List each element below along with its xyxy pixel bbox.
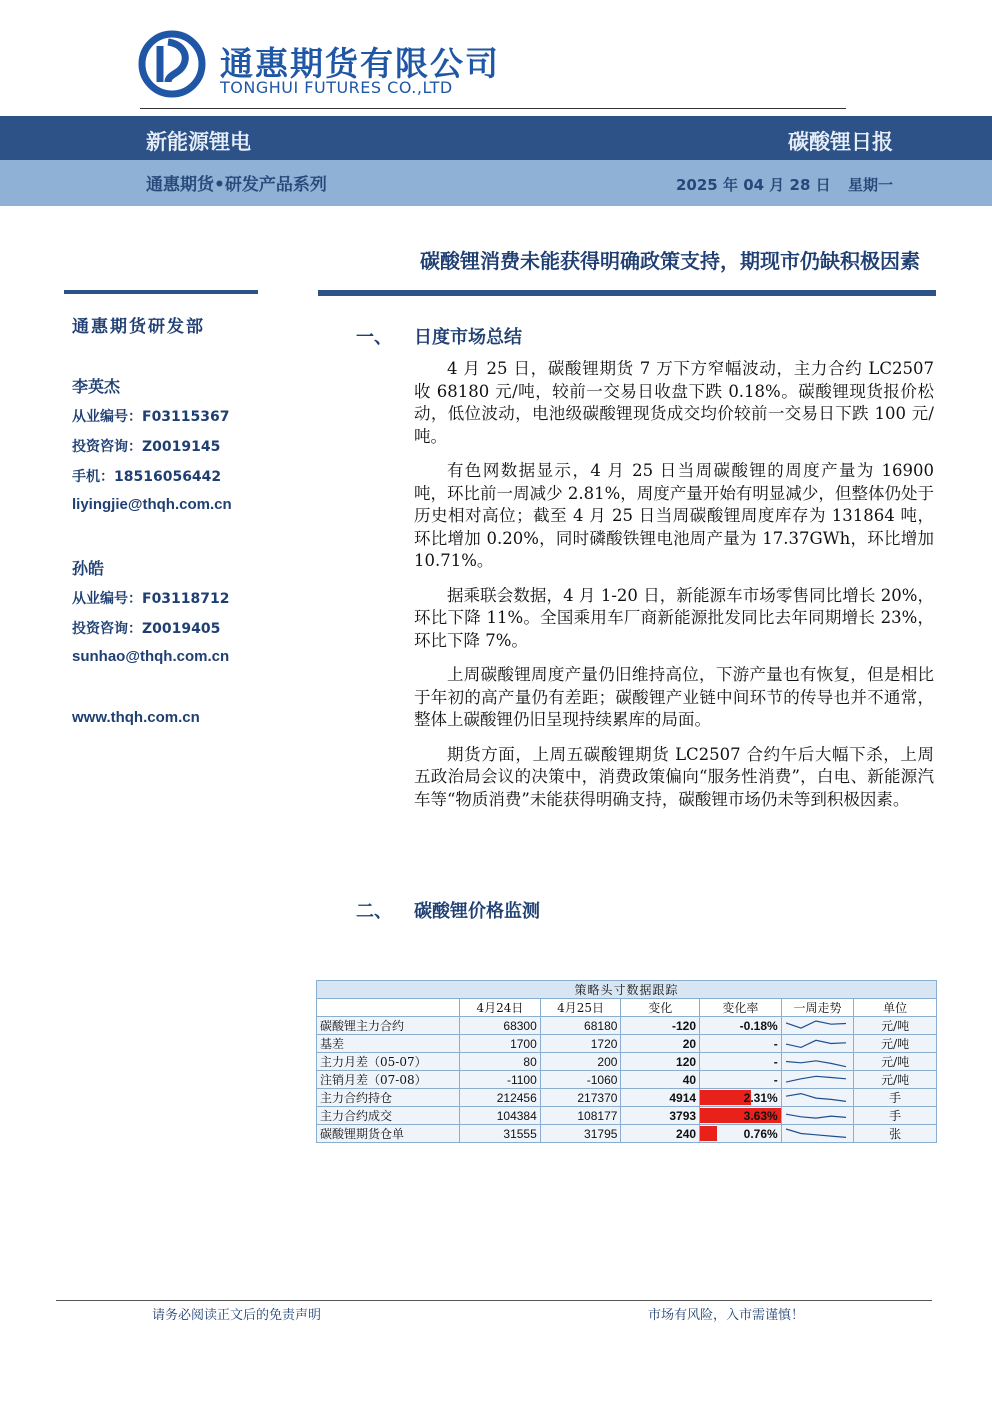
cell-change: 20: [621, 1035, 700, 1053]
cell-change: 120: [621, 1053, 700, 1071]
row-label: 碳酸锂期货仓单: [317, 1125, 460, 1143]
cell-value-apr24: 1700: [460, 1035, 541, 1053]
risk-warning: 市场有风险，入市需谨慎！: [648, 1308, 805, 1323]
weekly-trend-sparkline: [781, 1017, 854, 1035]
weekly-trend-sparkline: [781, 1107, 854, 1125]
cell-unit: 元/吨: [854, 1035, 937, 1053]
column-header: 4月24日: [460, 999, 541, 1017]
analyst-name: 孙皓: [72, 559, 105, 578]
cell-change: 40: [621, 1071, 700, 1089]
rate-text: 3.63%: [743, 1108, 778, 1123]
table-row: [317, 1035, 937, 1053]
cell-change-rate: [700, 1035, 782, 1053]
cell-value-apr25: 217370: [540, 1089, 621, 1107]
report-weekday: 星期一: [848, 176, 894, 194]
cell-change: 240: [621, 1125, 700, 1143]
cell-value-apr25: 108177: [540, 1107, 621, 1125]
cell-change-rate: [700, 1017, 782, 1035]
table-row: [317, 1125, 937, 1143]
row-label: 主力合约持仓: [317, 1089, 460, 1107]
cell-unit: 元/吨: [854, 1071, 937, 1089]
weekly-trend-sparkline: [781, 1125, 854, 1143]
sector-label: 新能源锂电: [146, 130, 251, 154]
cell-unit: 手: [854, 1089, 937, 1107]
analyst-email[interactable]: liyingjie@thqh.com.cn: [72, 496, 232, 513]
cell-value-apr25: 1720: [540, 1035, 621, 1053]
column-header: 变化: [621, 999, 700, 1017]
cell-change-rate: [700, 1107, 782, 1125]
sparkline-line: [786, 1040, 846, 1047]
paragraph: 上周碳酸锂周度产量仍旧维持高位，下游产量也有恢复，但是相比于年初的高产量仍有差距；碳酸锂产业链中间环节的传导也并不通常，整体上碳酸锂仍旧呈现持续累库的局面。: [414, 665, 934, 729]
section-title: 碳酸锂价格监测: [414, 901, 540, 922]
column-header: [317, 999, 460, 1017]
sidebar-rule: [64, 290, 258, 294]
header-divider: [140, 108, 846, 109]
section-title: 日度市场总结: [414, 327, 522, 348]
cell-value-apr24: 80: [460, 1053, 541, 1071]
rate-text: -0.18%: [739, 1018, 778, 1033]
column-header: 变化率: [700, 999, 782, 1017]
rate-text: -: [773, 1036, 778, 1051]
cell-unit: 张: [854, 1125, 937, 1143]
analyst-phone: 手机：18516056442: [72, 469, 222, 485]
sparkline-chart: [782, 1071, 850, 1088]
analyst-license: 从业编号：F03118712: [72, 591, 230, 607]
cell-value-apr25: -1060: [540, 1071, 621, 1089]
row-label: 主力合约成交: [317, 1107, 460, 1125]
sparkline-line: [786, 1094, 846, 1102]
company-name-en: TONGHUI FUTURES CO.,LTD: [220, 78, 453, 97]
table-row: [317, 1053, 937, 1071]
weekly-trend-sparkline: [781, 1035, 854, 1053]
table-row: [317, 1107, 937, 1125]
analyst-name: 李英杰: [72, 377, 121, 396]
rate-text: 2.31%: [743, 1090, 778, 1105]
sparkline-line: [786, 1061, 846, 1067]
cell-change-rate: [700, 1053, 782, 1071]
research-dept-title: 通惠期货研发部: [72, 317, 205, 337]
sparkline-line: [786, 1021, 846, 1028]
cell-change: 3793: [621, 1107, 700, 1125]
headline-rule: [318, 290, 936, 296]
section-number: 一、: [356, 327, 392, 348]
sparkline-chart: [782, 1053, 850, 1070]
disclaimer-note: 请务必阅读正文后的免责声明: [152, 1308, 322, 1323]
cell-value-apr25: 200: [540, 1053, 621, 1071]
sparkline-line: [786, 1129, 846, 1137]
analyst-consult-id: 投资咨询：Z0019145: [72, 439, 221, 455]
rate-text: -: [773, 1054, 778, 1069]
footer-divider: [56, 1300, 932, 1301]
paragraph: 据乘联会数据，4 月 1-20 日，新能源车市场零售同比增长 20%，环比下降 11%。全国乘用车厂商新能源批发同比去年同期增长 23%，环比下降 7%。: [414, 585, 934, 650]
sparkline-line: [786, 1076, 846, 1082]
column-header: 一周走势: [781, 999, 854, 1017]
website-link[interactable]: www.thqh.com.cn: [72, 709, 200, 726]
row-label: 主力月差（05-07）: [317, 1053, 460, 1071]
sparkline-chart: [782, 1107, 850, 1124]
weekly-trend-sparkline: [781, 1053, 854, 1071]
rate-data-bar: [700, 1126, 717, 1141]
cell-unit: 手: [854, 1107, 937, 1125]
analyst-email[interactable]: sunhao@thqh.com.cn: [72, 648, 230, 665]
cell-value-apr24: 68300: [460, 1017, 541, 1035]
series-label: 通惠期货•研发产品系列: [146, 175, 327, 195]
row-label: 基差: [317, 1035, 460, 1053]
table-row: [317, 1089, 937, 1107]
table-row: [317, 1017, 937, 1035]
company-name-cn: 通惠期货有限公司: [220, 44, 500, 83]
rate-text: -: [773, 1072, 778, 1087]
sparkline-line: [786, 1114, 846, 1118]
paragraph: 4 月 25 日，碳酸锂期货 7 万下方窄幅波动，主力合约 LC2507 收 68180 元/吨，较前一交易日收盘下跌 0.18%。碳酸锂现货报价松动，低位波动，电池级碳酸锂现货成交均价较前一交易日下跌 100 元/吨。: [414, 359, 934, 446]
weekly-trend-sparkline: [781, 1071, 854, 1089]
cell-change: 4914: [621, 1089, 700, 1107]
cell-unit: 元/吨: [854, 1053, 937, 1071]
cell-change-rate: [700, 1071, 782, 1089]
report-date: 2025 年 04 月 28 日: [676, 176, 831, 194]
weekly-trend-sparkline: [781, 1089, 854, 1107]
cell-change-rate: [700, 1089, 782, 1107]
analyst-consult-id: 投资咨询：Z0019405: [72, 621, 221, 637]
price-monitor-table: [316, 980, 937, 1143]
column-header: 4月25日: [540, 999, 621, 1017]
section-number: 二、: [356, 901, 392, 922]
column-header: 单位: [854, 999, 937, 1017]
cell-unit: 元/吨: [854, 1017, 937, 1035]
cell-value-apr24: 212456: [460, 1089, 541, 1107]
paragraph: 有色网数据显示，4 月 25 日当周碳酸锂的周度产量为 16900 吨，环比前一周减少 2.81%，周度产量开始有明显减少，但整体仍处于历史相对高位；截至 4 月 25 日当周碳酸锂周度库存为 131864 吨，环比增加 0.20%，同时磷酸铁锂电池周产量为 17.37GWh，环比增加 10.71%。: [414, 461, 934, 570]
sparkline-chart: [782, 1125, 850, 1142]
report-type-label: 碳酸锂日报: [788, 130, 893, 154]
paragraph: 期货方面，上周五碳酸锂期货 LC2507 合约午后大幅下杀，上周五政治局会议的决策中，消费政策偏向“服务性消费”，白电、新能源汽车等“物质消费”未能获得明确支持，碳酸锂市场仍未等到积极因素。: [414, 744, 934, 809]
row-label: 注销月差（07-08）: [317, 1071, 460, 1089]
company-logo-icon: [138, 30, 206, 98]
cell-value-apr25: 68180: [540, 1017, 621, 1035]
cell-value-apr25: 31795: [540, 1125, 621, 1143]
analyst-license: 从业编号：F03115367: [72, 409, 230, 425]
report-headline: 碳酸锂消费未能获得明确政策支持，期现市仍缺积极因素: [420, 249, 920, 273]
sparkline-chart: [782, 1089, 850, 1106]
sparkline-chart: [782, 1017, 850, 1034]
row-label: 碳酸锂主力合约: [317, 1017, 460, 1035]
cell-value-apr24: 104384: [460, 1107, 541, 1125]
rate-text: 0.76%: [743, 1126, 778, 1141]
sparkline-chart: [782, 1035, 850, 1052]
cell-change: -120: [621, 1017, 700, 1035]
table-title: 策略头寸数据跟踪: [317, 981, 937, 999]
cell-value-apr24: 31555: [460, 1125, 541, 1143]
cell-value-apr24: -1100: [460, 1071, 541, 1089]
table-row: [317, 1071, 937, 1089]
cell-change-rate: [700, 1125, 782, 1143]
section-body: [414, 358, 934, 823]
